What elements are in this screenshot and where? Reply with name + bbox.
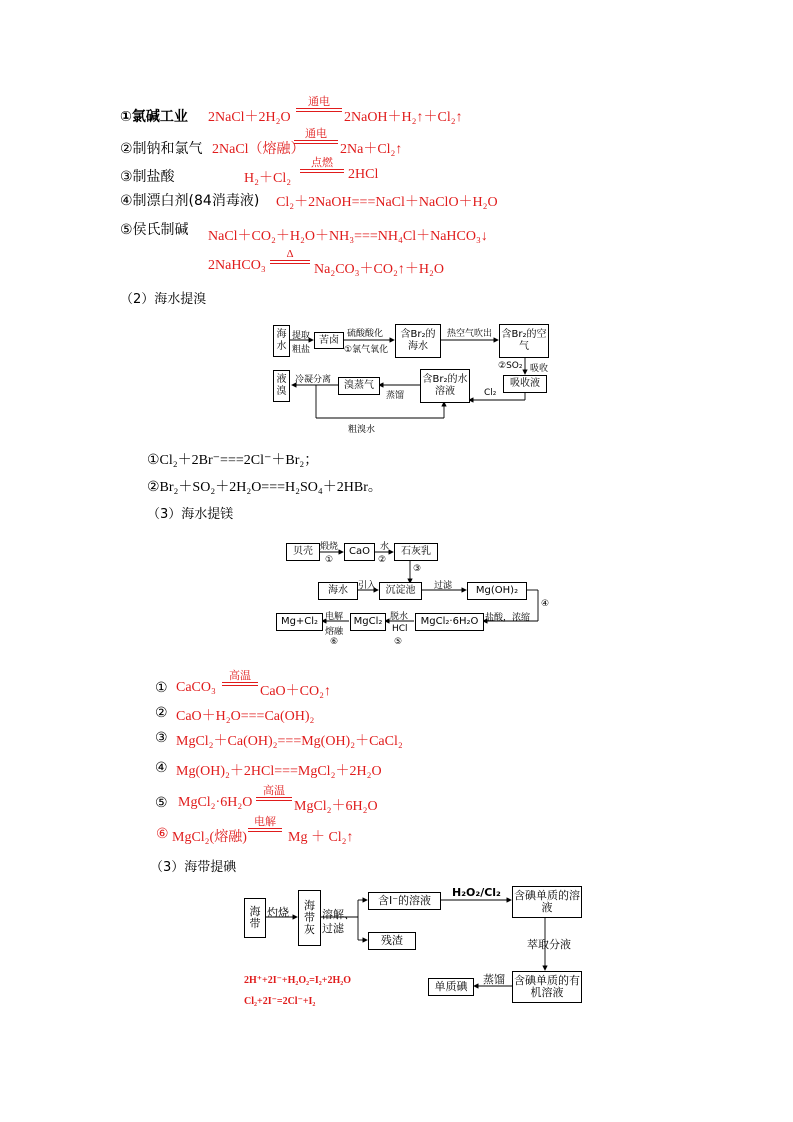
br-label-acidify: 硫酸酸化 [347,329,384,339]
mg-box-cao: CaO [344,543,375,561]
br-label-distill: 蒸馏 [386,391,405,401]
mg-eq-num-4: ④ [155,761,168,776]
eq-condition-1: 通电 [296,96,342,112]
br-box-liquid-bromine: 液溴 [273,370,290,402]
mg-label-c1: ① [325,555,334,565]
mg-label-hcl-conc: 盐酸，浓缩 [485,613,531,623]
mg-box-tank: 沉淀池 [379,582,422,600]
i-label-extract: 萃取分液 [527,938,571,951]
br-equation-1: ①Cl₂＋2Br⁻===2Cl⁻＋Br₂； [147,453,319,468]
eq-lhs-1: 2NaCl＋2H₂O [208,110,291,125]
br-label-condense: 冷凝分离 [295,375,332,385]
mg-label-c5: ⑤ [394,637,403,647]
mg-eq-num-3: ③ [155,731,168,746]
br-box-br2-seawater: 含Br₂的海水 [395,324,441,358]
mg-eq-condition-6: 电解 [248,816,282,832]
br-label-so2: ②SO₂ [498,361,523,371]
br-label-absorb: 吸收 [530,364,549,374]
mg-box-mgcl2-hydrate: MgCl₂·6H₂O [415,613,484,631]
mg-label-hcl: HCl [392,624,408,634]
br-box-bittern: 苦卤 [314,332,344,349]
mg-eq-num-2: ② [155,706,168,721]
mg-label-dehydrate: 脱水 [390,612,409,622]
br-label-extract-bottom: 粗盐 [292,345,311,355]
eq-condition-2: 通电 [294,128,338,144]
mg-box-product: Mg+Cl₂ [276,613,323,631]
mg-eq-condition-1: 高温 [222,670,258,686]
mg-box-seawater: 海水 [318,582,358,600]
i-box-residue: 残渣 [368,932,416,950]
eq-extra-lhs: 2NaHCO₃ [208,258,266,273]
mg-eq-lhs-1: CaCO₃ [176,680,216,695]
br-label-extract-top: 提取 [292,331,311,341]
mg-eq-lhs-6: MgCl₂(熔融) [172,830,247,845]
i-equation-1: 2H⁺+2I⁻+H₂O₂=I₂+2H₂O [244,975,352,986]
br-label-hot-air: 热空气吹出 [447,329,493,339]
br-box-seawater: 海水 [273,325,290,357]
mg-eq-3: MgCl₂＋Ca(OH)₂===Mg(OH)₂＋CaCl₂ [176,734,403,749]
br-box-br2-air: 含Br₂的空气 [499,324,549,358]
mg-label-calcine: 煅烧 [320,542,339,552]
i-equation-2: Cl₂+2I⁻=2Cl⁻+I₂ [244,996,316,1007]
eq-extra-rhs: Na₂CO₃＋CO₂↑＋H₂O [314,262,444,277]
mg-label-introduce: 引入 [358,581,377,591]
i-label-burn: 灼烧 [267,906,289,919]
br-label-crude-water: 粗溴水 [348,425,376,435]
eq-4: Cl₂＋2NaOH===NaCl＋NaClO＋H₂O [276,195,498,210]
eq-rhs-2: 2Na＋Cl₂↑ [340,142,403,157]
i-box-iodine-solution: 含碘单质的溶液 [512,886,582,918]
eq-label-1: ①氯碱工业 [120,109,188,125]
magnesium-heading: （3）海水提镁 [147,507,234,522]
br-box-br-vapor: 溴蒸气 [338,377,380,395]
i-label-distill: 蒸馏 [483,973,505,986]
eq-condition-3: 点燃 [300,157,344,173]
mg-eq-rhs-1: CaO＋CO₂↑ [260,684,331,699]
mg-box-shell: 贝壳 [286,543,320,561]
mg-label-c6: ⑥ [330,637,339,647]
i-box-iodine: 单质碘 [428,978,474,996]
mg-eq-num-1: ① [155,681,168,696]
eq-rhs-1: 2NaOH＋H₂↑＋Cl₂↑ [344,110,463,125]
br-box-br2-aqueous: 含Br₂的水溶液 [420,369,470,403]
mg-box-mgoh2: Mg(OH)₂ [467,582,527,600]
br-label-cl2: Cl₂ [484,388,497,398]
mg-eq-num-5: ⑤ [155,796,168,811]
mg-label-c2: ② [378,555,387,565]
i-box-iodide-solution: 含I⁻的溶液 [368,892,441,910]
br-label-chlorine-oxidize: ①氯气氧化 [344,345,389,355]
mg-label-filter: 过滤 [434,581,453,591]
eq-extra-condition: Δ [270,248,310,264]
i-box-kelp: 海带 [244,898,266,938]
i-label-oxidant: H₂O₂/Cl₂ [452,886,501,899]
mg-label-water: 水 [380,542,390,552]
i-label-dissolve-filter: 溶解、过滤 [322,908,355,935]
mg-label-c3: ③ [413,564,422,574]
mg-box-mgcl2: MgCl₂ [350,613,386,631]
mg-eq-lhs-5: MgCl₂·6H₂O [178,795,253,810]
mg-eq-condition-5: 高温 [256,785,292,801]
eq-lhs-3: H₂＋Cl₂ [244,171,292,186]
mg-eq-rhs-5: MgCl₂＋6H₂O [294,799,378,814]
eq-label-5: ⑤侯氏制碱 [120,222,189,238]
mg-label-melt: 熔融 [325,627,344,637]
mg-eq-4: Mg(OH)₂＋2HCl===MgCl₂＋2H₂O [176,764,382,779]
br-equation-2: ②Br₂＋SO₂＋2H₂O===H₂SO₄＋2HBr。 [147,480,382,495]
eq-5: NaCl＋CO₂＋H₂O＋NH₃===NH₄Cl＋NaHCO₃↓ [208,229,488,244]
mg-eq-2: CaO＋H₂O===Ca(OH)₂ [176,709,315,724]
mg-label-electrolysis: 电解 [325,612,344,622]
bromine-heading: （2）海水提溴 [120,292,207,307]
mg-eq-num-6: ⑥ [156,827,169,842]
br-box-absorb-liquid: 吸收液 [503,375,547,393]
eq-label-4: ④制漂白剂(84消毒液) [120,193,260,209]
i-box-iodine-organic: 含碘单质的有机溶液 [512,971,582,1003]
eq-lhs-2: 2NaCl（熔融） [212,142,305,157]
eq-label-3: ③制盐酸 [120,169,175,185]
eq-label-2: ②制钠和氯气 [120,141,203,157]
eq-rhs-3: 2HCl [348,167,379,182]
mg-eq-rhs-6: Mg ＋ Cl₂↑ [288,830,354,845]
i-box-kelp-ash: 海带灰 [298,890,321,946]
mg-label-c4: ④ [541,599,550,609]
mg-box-lime-milk: 石灰乳 [394,543,438,561]
iodine-heading: （3）海带提碘 [150,860,237,875]
